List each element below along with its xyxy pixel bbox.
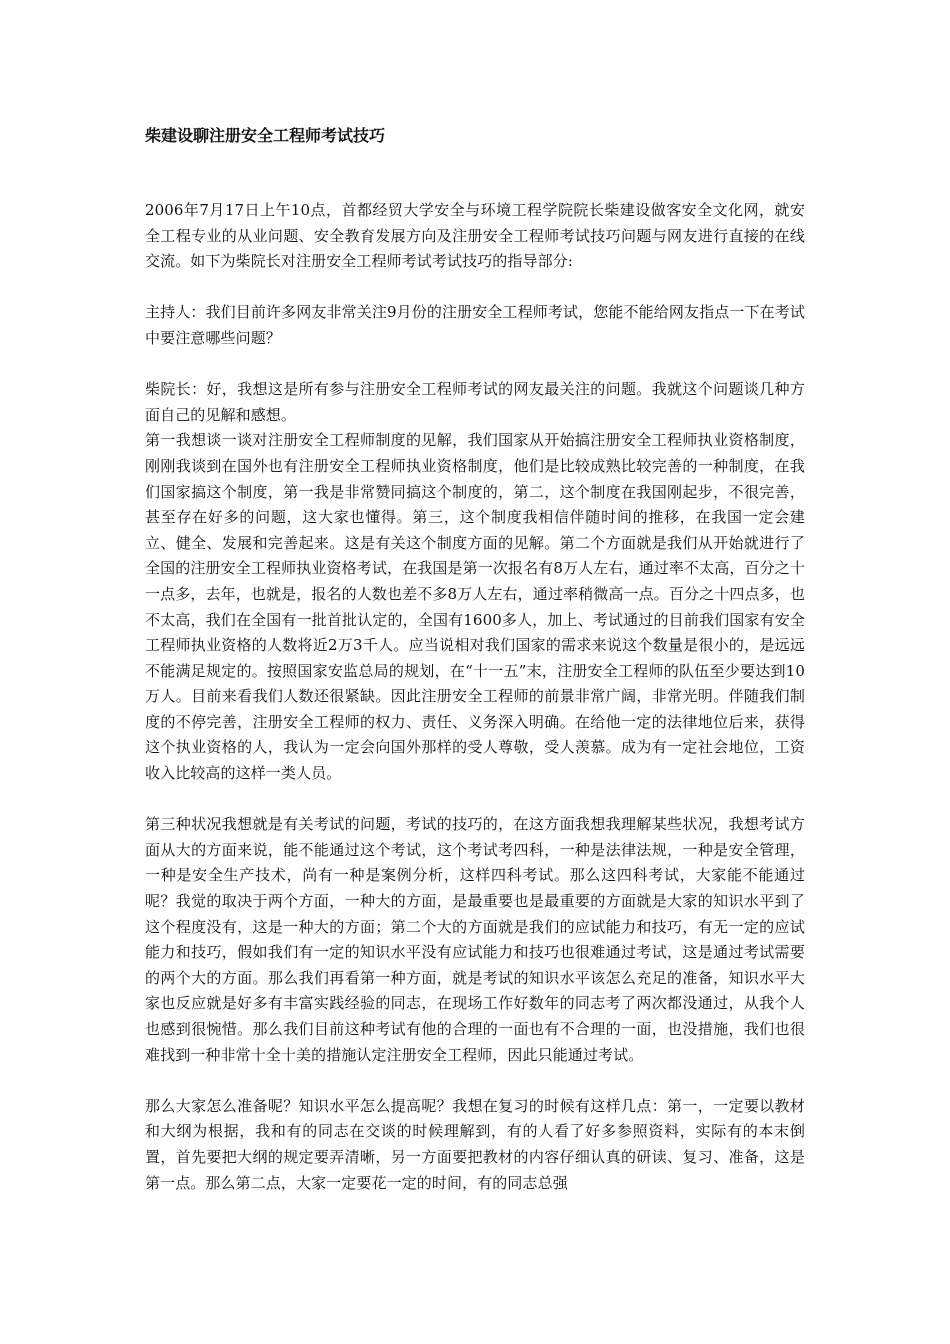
paragraph-host-question: 主持人：我们目前许多网友非常关注9月份的注册安全工程师考试，您能不能给网友指点一下在考试中要注意哪些问题？ xyxy=(145,303,805,347)
document-body xyxy=(145,198,805,1196)
paragraph-intro: 2006年7月17日上午10点，首都经贸大学安全与环境工程学院院长柴建设做客安全文化网，就安全工程专业的从业问题、安全教育发展方向及注册安全工程师考试技巧问题与网友进行直接的在线交流。如下为柴院长对注册安全工程师考试考试技巧的指导部分: xyxy=(145,201,805,271)
paragraph-system-view: 第一我想谈一谈对注册安全工程师制度的见解，我们国家从开始搞注册安全工程师执业资格制度，刚刚我谈到在国外也有注册安全工程师执业资格制度，他们是比较成熟比较完善的一种制度，在我们国家搞这个制度，第一我是非常赞同搞这个制度的，第二，这个制度在我国刚起步，不很完善，甚至存在好多的问题，这大家也懂得。第三，这个制度我相信伴随时间的推移，在我国一定会建立、健全、发展和完善起来。这是有关这个制度方面的见解。第二个方面就是我们从开始就进行了全国的注册安全工程师执业资格考试，在我国是第一次报名有8万人左右，通过率不太高，百分之十一点多，去年，也就是，报名的人数也差不多8万人左右，通过率稍微高一点。百分之十四点多，也不太高，我们在全国有一批首批认定的，全国有1600多人，加上、考试通过的目前我们国家有安全工程师执业资格的人数将近2万3千人。应当说相对我们国家的需求来说这个数量是很小的，是远远不能满足规定的。按照国家安监总局的规划，在“十一五”末，注册安全工程师的队伍至少要达到10万人。目前来看我们人数还很紧缺。因此注册安全工程师的前景非常广阔，非常光明。伴随我们制度的不停完善，注册安全工程师的权力、责任、义务深入明确。在给他一定的法律地位后来，获得这个执业资格的人，我认为一定会向国外那样的受人尊敬，受人羡慕。成为有一定社会地位，工资收入比较高的这样一类人员。 xyxy=(145,431,805,783)
paragraph-chai-answer-opening: 柴院长：好，我想这是所有参与注册安全工程师考试的网友最关注的问题。我就这个问题谈几种方面自己的见解和感想。 xyxy=(145,380,805,424)
paragraph-exam-skills: 第三种状况我想就是有关考试的问题，考试的技巧的，在这方面我想我理解某些状况，我想考试方面从大的方面来说，能不能通过这个考试，这个考试考四科，一种是法律法规，一种是安全管理，一种是安全生产技术，尚有一种是案例分析，这样四科考试。那么这四科考试，大家能不能通过呢？我觉的取决于两个方面，一种大的方面，是最重要也是最重要的方面就是大家的知识水平到了这个程度没有，这是一种大的方面；第二个大的方面就是我们的应试能力和技巧，有无一定的应试能力和技巧，假如我们有一定的知识水平没有应试能力和技巧也很难通过考试，这是通过考试需要的两个大的方面。那么我们再看第一种方面，就是考试的知识水平该怎么充足的准备，知识水平大家也反应就是好多有丰富实践经验的同志，在现场工作好数年的同志考了两次都没通过，从我个人也感到很惋惜。那么我们目前这种考试有他的合理的一面也有不合理的一面，也没措施，我们也很难找到一种非常十全十美的措施认定注册安全工程师，因此只能通过考试。 xyxy=(145,815,805,1064)
paragraph-preparation: 那么大家怎么准备呢？知识水平怎么提高呢？我想在复习的时候有这样几点：第一，一定要以教材和大纲为根据，我和有的同志在交谈的时候理解到，有的人看了好多参照资料，实际有的本末倒置，首先要把大纲的规定要弄清晰，另一方面要把教材的内容仔细认真的研读、复习、准备，这是第一点。那么第二点，大家一定要花一定的时间，有的同志总强 xyxy=(145,1096,805,1192)
document-title: 柴建设聊注册安全工程师考试技巧 xyxy=(145,126,386,145)
